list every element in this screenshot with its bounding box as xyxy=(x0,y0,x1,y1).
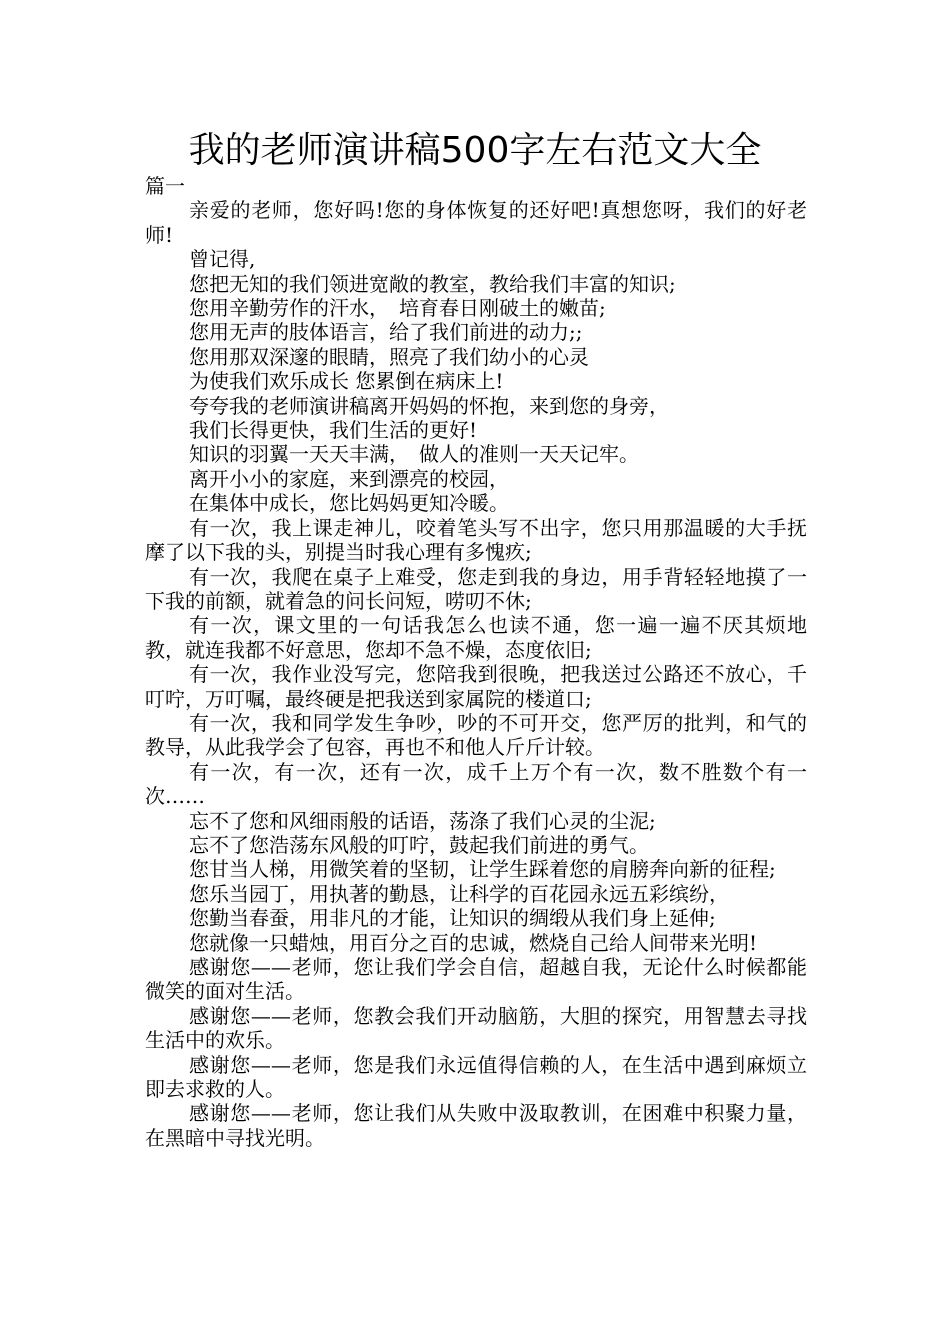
paragraph: 我们长得更快，我们生活的更好! xyxy=(189,418,478,443)
paragraph: 您甘当人梯，用微笑着的坚韧，让学生踩着您的肩膀奔向新的征程; xyxy=(189,857,776,882)
paragraph: 感谢您——老师，您教会我们开动脑筋，大胆的探究，用智慧去寻找生活中的欢乐。 xyxy=(145,1003,807,1053)
paragraph: 您用那双深邃的眼睛，照亮了我们幼小的心灵 xyxy=(189,344,589,369)
paragraph: 有一次，课文里的一句话我怎么也读不通，您一遍一遍不厌其烦地教，就连我都不好意思，您却不急不燥，态度依旧; xyxy=(145,613,807,662)
paragraph: 您勤当春蚕，用非凡的才能，让知识的绸缎从我们身上延伸; xyxy=(189,906,716,931)
paragraph: 有一次，有一次，还有一次，成千上万个有一次，数不胜数个有一次…… xyxy=(145,759,807,809)
paragraph: 夸夸我的老师演讲稿离开妈妈的怀抱，来到您的身旁， xyxy=(189,393,669,418)
paragraph: 感谢您——老师，您让我们从失败中汲取教训，在困难中积聚力量，在黑暗中寻找光明。 xyxy=(145,1101,807,1150)
paragraph: 离开小小的家庭，来到漂亮的校园， xyxy=(189,466,509,491)
paragraph: 曾记得, xyxy=(189,247,256,272)
paragraph: 您把无知的我们领进宽敞的教室，教给我们丰富的知识; xyxy=(189,271,676,296)
paragraph: 感谢您——老师，您是我们永远值得信赖的人，在生活中遇到麻烦立即去求救的人。 xyxy=(145,1052,807,1102)
section-label: 篇一 xyxy=(145,174,185,198)
paragraph: 忘不了您浩荡东风般的叮咛，鼓起我们前进的勇气。 xyxy=(189,832,649,857)
paragraph: 为使我们欢乐成长 您累倒在病床上! xyxy=(189,369,504,394)
paragraph: 有一次，我作业没写完，您陪我到很晚，把我送过公路还不放心，千叮咛，万叮嘱，最终硬是把我送到家属院的楼道口; xyxy=(145,662,807,711)
paragraph: 有一次，我上课走神儿，咬着笔头写不出字，您只用那温暖的大手抚摩了以下我的头，别提当时我心理有多愧疚; xyxy=(145,515,807,565)
paragraph: 有一次，我爬在桌子上难受，您走到我的身边，用手背轻轻地摸了一下我的前额，就着急的问长问短，唠叨不休; xyxy=(145,564,807,613)
paragraph: 您用辛勤劳作的汗水， 培育春日刚破土的嫩苗; xyxy=(189,296,606,321)
paragraph: 在集体中成长，您比妈妈更知冷暖。 xyxy=(189,491,509,516)
paragraph: 您乐当园丁，用执著的勤恳，让科学的百花园永远五彩缤纷， xyxy=(189,881,729,906)
document-title: 我的老师演讲稿500字左右范文大全 xyxy=(188,130,762,171)
paragraph: 感谢您——老师，您让我们学会自信，超越自我，无论什么时候都能微笑的面对生活。 xyxy=(145,955,807,1004)
document-body xyxy=(145,174,807,1150)
paragraph: 您就像一只蜡烛，用百分之百的忠诚，燃烧自己给人间带来光明! xyxy=(189,930,758,955)
paragraph: 亲爱的老师，您好吗!您的身体恢复的还好吧!真想您呀，我们的好老师! xyxy=(145,198,807,247)
paragraph: 知识的羽翼一天天丰满， 做人的准则一天天记牢。 xyxy=(189,442,639,467)
paragraph: 忘不了您和风细雨般的话语，荡涤了我们心灵的尘泥; xyxy=(189,808,656,833)
paragraph: 您用无声的肢体语言，给了我们前进的动力;; xyxy=(189,320,583,345)
paragraph: 有一次，我和同学发生争吵，吵的不可开交，您严厉的批判，和气的教导，从此我学会了包容，再也不和他人斤斤计较。 xyxy=(145,710,807,760)
